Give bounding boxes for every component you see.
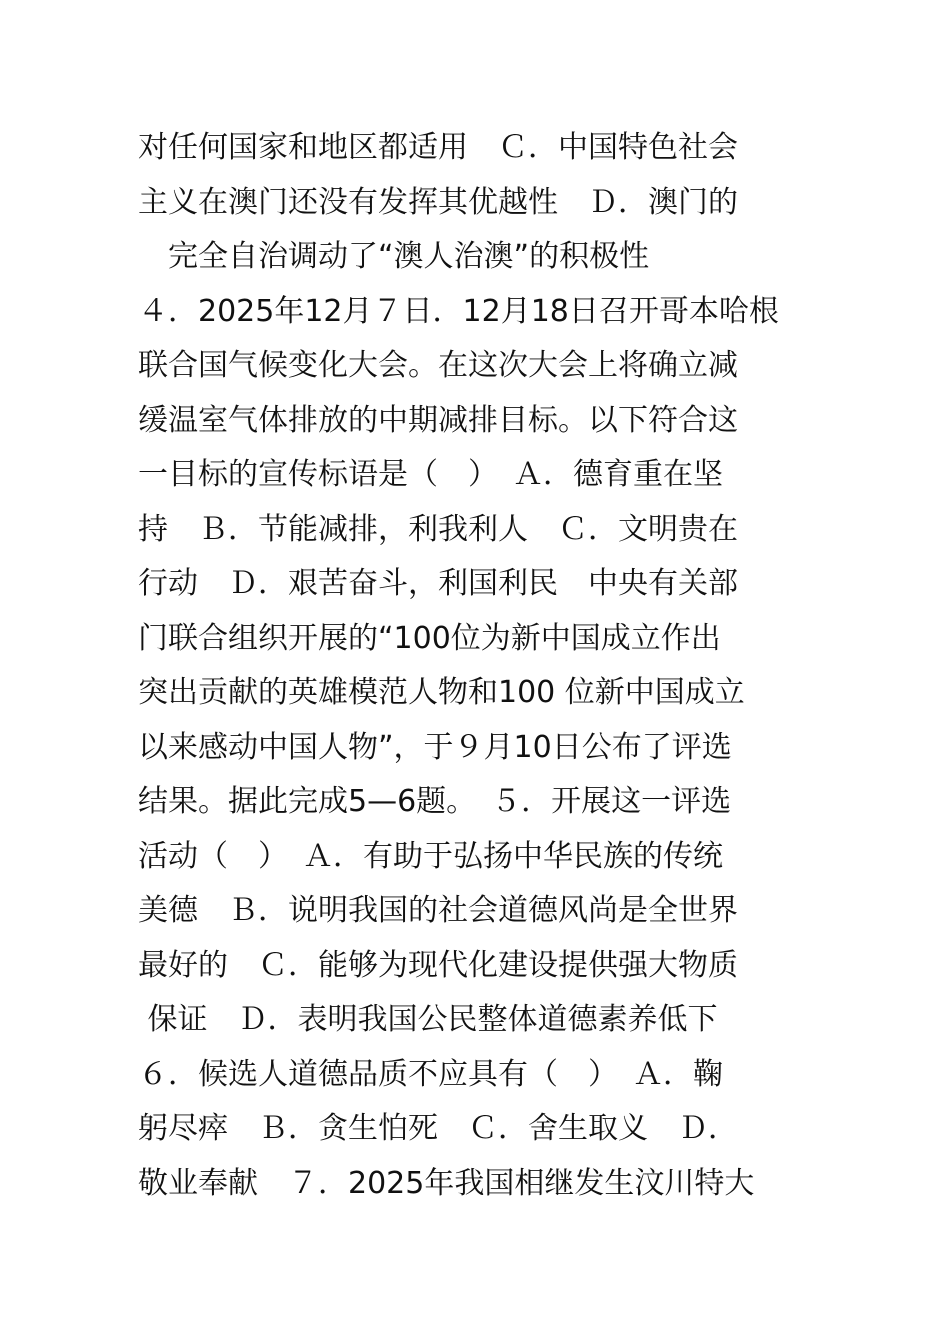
text-line: 一目标的宣传标语是（ ） Ａ．德育重在坚 [138, 457, 723, 492]
text-line: 美德 Ｂ．说明我国的社会道德风尚是全世界 [138, 893, 738, 928]
text-line: 躬尽瘁 Ｂ．贪生怕死 Ｃ．舍生取义 Ｄ． [138, 1111, 738, 1146]
text-line: 对任何国家和地区都适用 Ｃ．中国特色社会 [138, 130, 738, 165]
text-line: 持 Ｂ．节能减排，利我利人 Ｃ．文明贵在 [138, 511, 738, 547]
text-line: 结果。据此完成5—6题。 ５．开展这一评选 [138, 784, 732, 819]
text-line: 保证 Ｄ．表明我国公民整体道德素养低下 [138, 1002, 718, 1037]
text-line: 活动（ ） Ａ．有助于弘扬中华民族的传统 [138, 838, 723, 874]
text-line: 完全自治调动了“澳人治澳”的积极性 [138, 239, 650, 274]
text-line: 门联合组织开展的“100位为新中国成立作出 [138, 620, 721, 656]
text-line: 突出贡献的英雄模范人物和100 位新中国成立 [138, 675, 745, 710]
text-line: 缓温室气体排放的中期减排目标。以下符合这 [138, 402, 738, 438]
text-line: ６．候选人道德品质不应具有（ ） Ａ．鞠 [138, 1056, 723, 1092]
question-text-block [138, 121, 818, 1211]
text-line: 主义在澳门还没有发挥其优越性 Ｄ．澳门的 [138, 184, 738, 220]
text-line: 行动 Ｄ．艰苦奋斗，利国利民 中央有关部 [138, 566, 738, 601]
text-line: 敬业奉献 ７．2025年我国相继发生汶川特大 [138, 1165, 755, 1201]
text-line: 联合国气候变化大会。在这次大会上将确立减 [138, 348, 738, 383]
text-line: 最好的 Ｃ．能够为现代化建设提供强大物质 [138, 947, 738, 983]
text-line: ４．2025年12月７日．12月18日召开哥本哈根 [138, 293, 779, 329]
text-line: 以来感动中国人物”，于９月10日公布了评选 [138, 729, 732, 765]
